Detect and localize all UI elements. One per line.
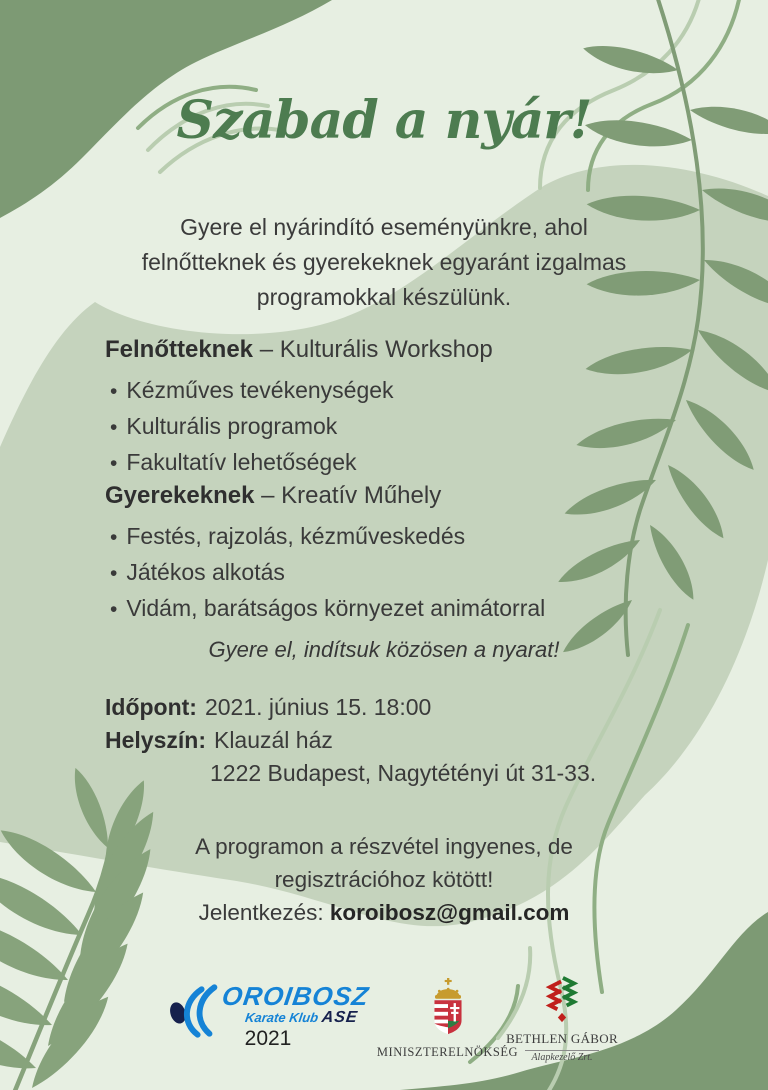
registration-line: A programon a részvétel ingyenes, de <box>195 834 573 859</box>
section-adults-heading <box>105 336 493 364</box>
intro-paragraph <box>0 210 768 315</box>
koroibosz-subtitle <box>218 1009 367 1027</box>
section-heading-bold: Gyerekeknek <box>105 482 255 509</box>
koroibosz-wordmark: OROIBOSZ <box>220 981 372 1011</box>
list-item <box>105 409 493 445</box>
event-location-row <box>105 724 596 757</box>
section-heading-rest: – Kreatív Műhely <box>254 482 442 509</box>
registration-contact <box>0 896 768 929</box>
list-item <box>105 519 545 555</box>
section-heading-bold: Felnőtteknek <box>105 336 254 363</box>
year-label: 2021 <box>244 1027 292 1050</box>
list-item-text: Fakultatív lehetőségek <box>126 449 357 475</box>
event-address: 1222 Budapest, Nagytétényi út 31-33. <box>210 760 597 786</box>
section-heading-rest: – Kulturális Workshop <box>253 336 493 363</box>
list-item <box>105 591 545 627</box>
ministry-label: MINISZTERELNÖKSÉG <box>376 1045 519 1059</box>
list-item <box>105 445 493 481</box>
list-item-text: Kulturális programok <box>126 413 338 439</box>
list-item-text: Vidám, barátságos környezet animátorral <box>126 595 546 621</box>
location-label: Helyszín: <box>105 727 206 753</box>
intro-line: felnőtteknek és gyerekeknek egyaránt izgalmas <box>141 249 627 275</box>
contact-label: Jelentkezés: <box>198 900 330 925</box>
event-details <box>105 691 596 790</box>
page-title: Szabad a nyár! <box>176 90 592 151</box>
registration-info <box>0 830 768 929</box>
section-kids-heading <box>105 482 545 510</box>
time-value: 2021. június 15. 18:00 <box>204 694 432 720</box>
section-adults <box>105 336 493 481</box>
tagline: Gyere el, indítsuk közösen a nyarat! <box>208 637 560 662</box>
bethlen-logo <box>492 976 632 1065</box>
ase-text: ASE <box>320 1009 360 1026</box>
bethlen-name: BETHLEN GÁBOR <box>506 1031 618 1046</box>
location-value: Klauzál ház <box>213 727 333 753</box>
intro-line: programokkal készülünk. <box>256 284 512 310</box>
bethlen-shield-icon <box>545 976 579 1024</box>
section-kids <box>105 482 545 627</box>
list-item-text: Kézműves tevékenységek <box>126 377 394 403</box>
event-time-row <box>105 691 596 724</box>
list-item <box>105 373 493 409</box>
list-item <box>105 555 545 591</box>
list-item-text: Festés, rajzolás, kézműveskedés <box>126 523 466 549</box>
list-item-text: Játékos alkotás <box>126 559 285 585</box>
bethlen-subname: Alapkezelő Zrt. <box>525 1050 598 1063</box>
hungary-coat-of-arms-icon <box>425 978 471 1036</box>
registration-line: regisztrációhoz kötött! <box>274 867 494 892</box>
karate-klub-text: Karate Klub <box>244 1010 320 1025</box>
time-label: Időpont: <box>105 694 197 720</box>
intro-line: Gyere el nyárindító eseményünkre, ahol <box>180 214 588 240</box>
contact-email: koroibosz@gmail.com <box>329 900 570 925</box>
